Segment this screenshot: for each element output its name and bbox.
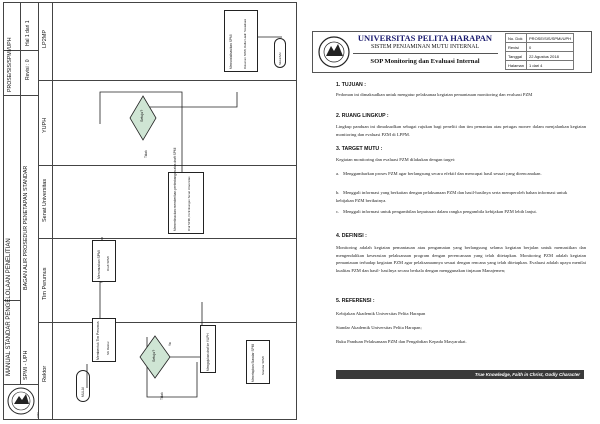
title-divider-inner bbox=[20, 2, 21, 384]
list-text: Menggali informasi untuk pengambilan keputusan dalam rangka pengambila kebijakan PZM lebih lanjut. bbox=[343, 209, 537, 214]
decision-rektor-yes: Ya bbox=[168, 342, 172, 346]
list-marker: c. bbox=[336, 209, 340, 214]
list-marker: a. bbox=[336, 171, 340, 176]
end-terminator: SELESAI bbox=[274, 38, 286, 68]
page-count: Hal 1 dari 1 bbox=[25, 20, 31, 46]
meta-value: 1 dari 4 bbox=[527, 61, 574, 70]
flowchart-subtitle: BAGAN ALIR PROSEDUR PENETAPAN STANDAR bbox=[23, 165, 29, 290]
section-heading-tujuan: 1. TUJUAN : bbox=[336, 82, 366, 88]
decision-yuph-label: Setuju? bbox=[140, 109, 144, 122]
title-divider bbox=[38, 2, 39, 420]
meta-value: PROSE/SIS/SPMI/UPH bbox=[527, 34, 574, 43]
decision-rektor-no: Tidak bbox=[160, 392, 164, 400]
reference-item: Buku Panduan Pelaksanaan PZM dan Pengabdian Kepada Masyarakat. bbox=[336, 339, 467, 344]
university-name: UNIVERSITAS PELITA HARAPAN bbox=[357, 33, 493, 43]
flowchart-title: MANUAL STANDAR PENGELOLAAN PENELITIAN bbox=[6, 238, 12, 376]
lane-label-rektor: Rektor bbox=[42, 365, 48, 382]
meta-label: Revisi bbox=[506, 43, 527, 52]
lane-label-senat: Senat Universitas bbox=[42, 178, 48, 222]
section-heading-referensi: 5. REFERENSI : bbox=[336, 298, 375, 304]
meta-row bbox=[506, 61, 574, 70]
sop-title: SOP Monitoring dan Evaluasi Internal bbox=[370, 58, 480, 65]
tim-perumus-box: Merumuskan SPMI Draft SPMI bbox=[92, 240, 116, 282]
university-seal-icon bbox=[6, 386, 36, 416]
rektor-box-submit-yuph: Mengajukan draf ke YUPH bbox=[200, 325, 216, 373]
senat-box: Memeriksa dan memberikan pertimbangan atas draft SPMI Draf SPMI, Pertimbangan Senat Universitas bbox=[168, 172, 204, 234]
meta-label: Tanggal bbox=[506, 52, 527, 61]
section-text-tujuan: Pedoman ini dimaksudkan untuk mengatur pelaksanaa kegiatan pemantauan monitoring dan evaluasi PZM bbox=[336, 92, 533, 97]
lp2mp-box: Mensosialisasikan SPMI Dokumen SPMI, Daftar Hadir Sosialisasi bbox=[224, 10, 258, 72]
section-text-target-intro: Kegiatan monitoring dan evaluasi PZM dilakukan dengan target: bbox=[336, 157, 456, 162]
motto-footer: True Knowledge, Faith in Christ, Godly Character bbox=[336, 370, 584, 379]
target-item bbox=[336, 189, 586, 204]
header-row-divider bbox=[3, 95, 38, 96]
meta-row bbox=[506, 52, 574, 61]
section-text-ruang-lingkup: Lingkup panduan ini dimaksudkan sebagai rujukan bagi peneliti dan tim pemantau atau petugas monev dalam menjalankan kegiatan monitoring dan evaluasi PZM di LPPM. bbox=[336, 124, 586, 137]
list-text: Menggambarkan proses PZM agar berlangsung secara efektif dan mencapai hasil sesuai yang direncanakan. bbox=[343, 171, 542, 176]
header-rule bbox=[353, 53, 498, 54]
decision-rektor-label: Setuju? bbox=[152, 349, 156, 362]
meta-label: No. Dok bbox=[506, 34, 527, 43]
meta-row bbox=[506, 34, 574, 43]
list-text: Menggali informasi yang berkaitan dengan pelaksanaan PZM dan hasil-hasilnya serta memperoleh bahan informasi untuk kebijakan PZM berikutnya. bbox=[336, 190, 568, 203]
target-item bbox=[336, 208, 586, 216]
lane-label-tim-perumus: Tim Perumus bbox=[42, 267, 48, 300]
section-text-definisi: Monitoring adalah kegiatan pemantauan atau pengamatan yang berlangsung selama kegiatan berjalan untuk memastikan dan mengendalikan keserasian pelaksanaan program dengan perencanaan yang telah ditetapkan. Monitoring PZM adalah kegiatan pemantauan terhadap kegiatan PZM agar pelaksanaannya sesuai dengan rencana yang telah ditetapkan. Evaluasi adalah upaya menilai kualitas PZM dan hasil- hasilnya secara berkala dengan menggunakan tinjauan Manajemen; bbox=[336, 245, 586, 274]
meta-label: Halaman bbox=[506, 61, 527, 70]
rektor-box-form-team: Membentuk Tim Perumus SK Rektor bbox=[92, 318, 116, 362]
section-heading-ruang-lingkup: 2. RUANG LINGKUP : bbox=[336, 113, 389, 119]
document-meta-table bbox=[505, 33, 574, 70]
lane-label-lp2mp: LP2MP bbox=[42, 29, 48, 48]
start-terminator: MULAI bbox=[76, 370, 90, 402]
list-marker: b. bbox=[336, 190, 340, 195]
reference-item: Kebijakan Akademik Universitas Pelita Harapan bbox=[336, 311, 426, 316]
university-logo-icon bbox=[316, 34, 352, 70]
meta-value: 22 Agustus 2018 bbox=[527, 52, 574, 61]
rektor-box-set-standard: Menetapkan Standar SPMI Standar SPMI bbox=[246, 340, 270, 384]
lane-label-yuph: YUPH bbox=[42, 117, 48, 133]
unit-name: SISTEM PENJAMINAN MUTU INTERNAL bbox=[370, 44, 480, 50]
meta-value: 0 bbox=[527, 43, 574, 52]
form-number: PROSE/SIS/SPMI/UPH bbox=[7, 37, 13, 92]
meta-row bbox=[506, 43, 574, 52]
target-item bbox=[336, 170, 586, 178]
seal-divider bbox=[3, 384, 38, 385]
revision: Revisi : 0 bbox=[25, 59, 31, 80]
decision-yuph-no: Tidak bbox=[144, 150, 148, 158]
section-heading-definisi: 4. DEFINISI : bbox=[336, 233, 367, 239]
seal-label: UPH bbox=[36, 411, 40, 418]
flowchart-code: SPMI - UPH bbox=[23, 350, 29, 380]
reference-item: Standar Akademik Universitas Pelita Harapan; bbox=[336, 325, 422, 330]
section-heading-target-mutu: 3. TARGET MUTU : bbox=[336, 146, 383, 152]
